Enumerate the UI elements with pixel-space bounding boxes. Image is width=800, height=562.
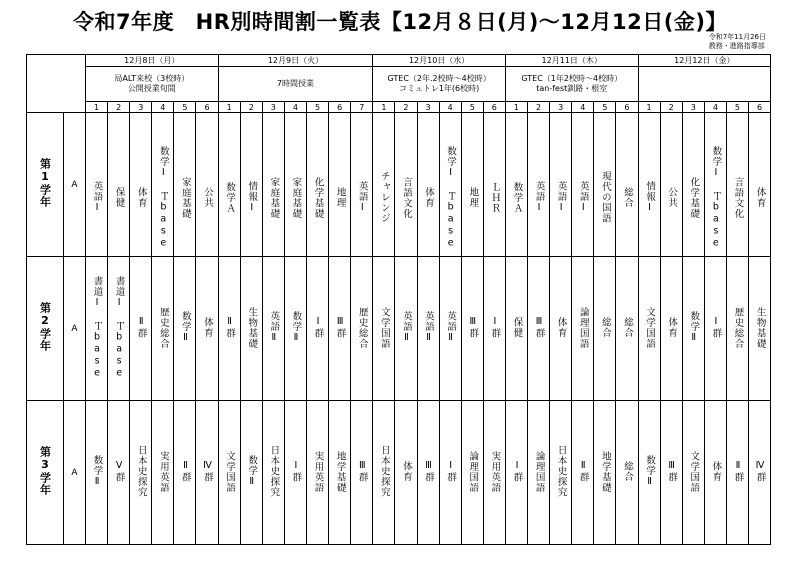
subject-text: Ⅱ群 <box>577 460 589 483</box>
timetable <box>26 54 771 545</box>
subject-cell <box>461 113 483 257</box>
grade-label-text: 第3学年 <box>38 446 52 496</box>
subject-cell <box>152 401 174 545</box>
subject-text: 文学国語 <box>688 450 700 493</box>
subject-cell <box>196 401 218 545</box>
subject-cell <box>373 401 395 545</box>
subject-cell <box>130 401 152 545</box>
subject-cell <box>638 113 660 257</box>
day-note-text: GTEC（2年.2校時～4校時） コミュトレ1年(6校時) <box>387 74 491 93</box>
subject-text: Ⅰ群 <box>312 316 324 339</box>
subject-text: 総合 <box>621 317 633 338</box>
subject-cell <box>218 401 240 545</box>
subject-text: 日本史探究 <box>555 445 567 498</box>
subject-cell <box>749 113 771 257</box>
subject-cell <box>483 257 505 401</box>
subject-cell <box>550 113 572 257</box>
subject-cell <box>704 401 726 545</box>
period-number: 4 <box>284 102 306 113</box>
subject-cell <box>528 401 550 545</box>
grade-label <box>27 401 64 545</box>
period-number: 2 <box>240 102 262 113</box>
subject-cell <box>373 113 395 257</box>
subject-text: 情報Ⅰ <box>246 181 258 214</box>
period-number: 1 <box>218 102 240 113</box>
period-number: 1 <box>86 102 108 113</box>
period-number: 1 <box>505 102 527 113</box>
subject-text: 言語文化 <box>732 176 744 219</box>
subject-text: 生物基礎 <box>246 306 258 349</box>
period-number: 6 <box>749 102 771 113</box>
subject-text: 英語Ⅰ <box>577 181 589 214</box>
subject-cell <box>594 257 616 401</box>
subject-cell <box>461 401 483 545</box>
page-title: 令和7年度 HR別時間割一覧表【12月８日(月)～12月12日(金)】 <box>73 10 727 34</box>
subject-cell <box>373 257 395 401</box>
subject-text: 総合 <box>621 461 633 482</box>
subject-text: 現代の国語 <box>599 171 611 224</box>
subject-text: Ⅲ群 <box>533 316 545 339</box>
subject-text: 体育 <box>555 317 567 338</box>
period-number: 2 <box>108 102 130 113</box>
subject-text: 歴史総合 <box>732 306 744 349</box>
period-number: 3 <box>262 102 284 113</box>
subject-cell <box>483 113 505 257</box>
period-number: 2 <box>660 102 682 113</box>
day-note-text: 局ALT来校（3校時） 公開授業旬間 <box>114 74 190 93</box>
subject-cell <box>284 113 306 257</box>
subject-cell <box>417 401 439 545</box>
subject-text: 論理国語 <box>533 450 545 493</box>
subject-cell <box>262 401 284 545</box>
subject-cell <box>395 401 417 545</box>
subject-cell <box>417 113 439 257</box>
period-number: 7 <box>351 102 373 113</box>
period-number: 2 <box>395 102 417 113</box>
period-number: 5 <box>174 102 196 113</box>
subject-cell <box>240 257 262 401</box>
subject-text: Ⅰ群 <box>489 316 501 339</box>
class-label: A <box>64 113 86 257</box>
subject-cell <box>616 401 638 545</box>
subject-text: Ⅰ群 <box>290 460 302 483</box>
subject-text: 体育 <box>754 187 766 208</box>
subject-text: Ⅱ群 <box>732 460 744 483</box>
day-note-text: GTEC（1年2校時～4校時） tan-fest釧路・根室 <box>521 74 623 93</box>
subject-cell <box>218 113 240 257</box>
subject-text: 体育 <box>710 461 722 482</box>
period-number: 5 <box>306 102 328 113</box>
subject-cell <box>86 257 108 401</box>
issuing-department: 教務・進路指導部 <box>708 42 765 50</box>
document-meta <box>709 33 766 51</box>
subject-cell <box>660 401 682 545</box>
subject-text: 英語Ⅱ <box>268 311 280 344</box>
subject-text: 保健 <box>511 317 523 338</box>
subject-text: Ⅱ群 <box>224 316 236 339</box>
day-date: 12月8日（月） <box>86 55 219 67</box>
period-number: 2 <box>528 102 550 113</box>
grade-row <box>27 401 771 545</box>
subject-text: 数学Ⅱ <box>290 311 302 344</box>
subject-text: 家庭基礎 <box>268 176 280 219</box>
subject-text: 地理 <box>467 187 479 208</box>
subject-text: 数学Ⅱ <box>91 455 103 488</box>
day-note <box>638 67 771 102</box>
subject-cell <box>749 257 771 401</box>
subject-text: 日本史探究 <box>135 445 147 498</box>
subject-text: 言語文化 <box>400 176 412 219</box>
subject-cell <box>726 257 748 401</box>
day-note <box>218 67 373 102</box>
subject-cell <box>351 401 373 545</box>
subject-cell <box>284 401 306 545</box>
subject-text: 英語Ⅱ <box>445 311 457 344</box>
subject-cell <box>505 113 527 257</box>
subject-cell <box>483 401 505 545</box>
day-note-text: 7時間授業 <box>276 79 314 88</box>
day-note <box>373 67 506 102</box>
subject-text: Ⅳ群 <box>754 460 766 483</box>
subject-cell <box>660 257 682 401</box>
subject-cell <box>749 401 771 545</box>
subject-cell <box>417 257 439 401</box>
subject-text: 数学Ⅱ <box>246 455 258 488</box>
subject-text: 実用英語 <box>157 450 169 493</box>
subject-cell <box>240 113 262 257</box>
subject-text: 実用英語 <box>489 450 501 493</box>
subject-text: Ⅳ群 <box>202 460 214 483</box>
subject-text: 書道Ⅰ Ｔbase <box>91 275 103 380</box>
subject-cell <box>395 113 417 257</box>
subject-text: 公共 <box>666 187 678 208</box>
subject-text: 総合 <box>599 317 611 338</box>
subject-text: 地理 <box>334 187 346 208</box>
subject-cell <box>572 113 594 257</box>
subject-text: 体育 <box>400 461 412 482</box>
subject-cell <box>395 257 417 401</box>
subject-text: 総合 <box>621 187 633 208</box>
subject-cell <box>638 401 660 545</box>
subject-text: 書道Ⅰ Ｔbase <box>113 275 125 380</box>
subject-text: 保健 <box>113 187 125 208</box>
subject-cell <box>682 257 704 401</box>
subject-cell <box>505 257 527 401</box>
subject-cell <box>196 257 218 401</box>
period-number: 3 <box>130 102 152 113</box>
subject-text: 数学Ⅰ Ｔbase <box>445 145 457 250</box>
period-number: 5 <box>726 102 748 113</box>
subject-cell <box>439 113 461 257</box>
grade-label <box>27 257 64 401</box>
grade-label-text: 第2学年 <box>38 302 52 352</box>
subject-cell <box>528 113 550 257</box>
subject-text: 英語Ⅰ <box>555 181 567 214</box>
subject-text: 化学基礎 <box>688 176 700 219</box>
subject-cell <box>152 257 174 401</box>
subject-text: Ⅲ群 <box>423 460 435 483</box>
subject-cell <box>351 257 373 401</box>
subject-cell <box>704 113 726 257</box>
period-number: 3 <box>550 102 572 113</box>
subject-cell <box>218 257 240 401</box>
subject-cell <box>196 113 218 257</box>
subject-text: 数学Ⅰ Ｔbase <box>710 145 722 250</box>
subject-cell <box>174 257 196 401</box>
subject-text: 公共 <box>202 187 214 208</box>
period-header-row <box>27 102 771 113</box>
subject-text: 体育 <box>666 317 678 338</box>
subject-text: 体育 <box>423 187 435 208</box>
subject-cell <box>550 401 572 545</box>
subject-cell <box>616 257 638 401</box>
subject-cell <box>86 113 108 257</box>
subject-cell <box>616 113 638 257</box>
period-number: 4 <box>572 102 594 113</box>
subject-text: 日本史探究 <box>378 445 390 498</box>
subject-text: Ⅰ群 <box>511 460 523 483</box>
subject-cell <box>108 401 130 545</box>
subject-text: 数学Ａ <box>224 181 236 214</box>
subject-cell <box>174 401 196 545</box>
day-date: 12月9日（火） <box>218 55 373 67</box>
subject-text: 体育 <box>202 317 214 338</box>
subject-cell <box>682 401 704 545</box>
subject-text: ＬＨＲ <box>489 181 501 214</box>
subject-text: 歴史総合 <box>157 306 169 349</box>
subject-text: Ⅱ群 <box>179 460 191 483</box>
subject-text: 家庭基礎 <box>179 176 191 219</box>
subject-cell <box>86 401 108 545</box>
subject-text: Ⅰ群 <box>710 316 722 339</box>
subject-text: 文学国語 <box>644 306 656 349</box>
subject-cell <box>572 401 594 545</box>
subject-text: 生物基礎 <box>754 306 766 349</box>
subject-text: 地学基礎 <box>334 450 346 493</box>
period-number: 5 <box>594 102 616 113</box>
subject-cell <box>439 257 461 401</box>
subject-text: 数学Ⅱ <box>179 311 191 344</box>
subject-text: Ⅲ群 <box>334 316 346 339</box>
subject-cell <box>726 113 748 257</box>
subject-cell <box>329 257 351 401</box>
subject-cell <box>108 113 130 257</box>
subject-text: 論理国語 <box>577 306 589 349</box>
subject-cell <box>240 401 262 545</box>
day-note <box>505 67 638 102</box>
period-number: 1 <box>638 102 660 113</box>
grade-row <box>27 113 771 257</box>
subject-cell <box>704 257 726 401</box>
subject-text: 英語Ⅱ <box>400 311 412 344</box>
class-label: A <box>64 257 86 401</box>
class-label: A <box>64 401 86 545</box>
subject-text: 数学Ⅱ <box>688 311 700 344</box>
grade-label <box>27 113 64 257</box>
subject-cell <box>594 113 616 257</box>
subject-cell <box>329 401 351 545</box>
subject-text: 英語Ⅱ <box>423 311 435 344</box>
corner-cell <box>27 55 86 113</box>
subject-text: 実用英語 <box>312 450 324 493</box>
note-header-row <box>27 67 771 102</box>
subject-text: 家庭基礎 <box>290 176 302 219</box>
subject-text: 文学国語 <box>378 306 390 349</box>
subject-cell <box>174 113 196 257</box>
subject-cell <box>638 257 660 401</box>
date-header-row <box>27 55 771 67</box>
period-number: 5 <box>461 102 483 113</box>
subject-cell <box>660 113 682 257</box>
day-note <box>86 67 219 102</box>
subject-text: 英語Ⅰ <box>356 181 368 214</box>
subject-cell <box>262 257 284 401</box>
subject-cell <box>306 257 328 401</box>
subject-text: Ⅴ群 <box>113 460 125 483</box>
subject-cell <box>682 113 704 257</box>
subject-text: Ⅰ群 <box>445 460 457 483</box>
day-date: 12月11日（木） <box>505 55 638 67</box>
subject-text: 日本史探究 <box>268 445 280 498</box>
period-number: 3 <box>682 102 704 113</box>
subject-cell <box>351 113 373 257</box>
day-date: 12月12日（金） <box>638 55 771 67</box>
subject-cell <box>329 113 351 257</box>
subject-text: チャレンジ <box>378 171 390 224</box>
issue-date: 令和7年11月26日 <box>708 33 766 41</box>
subject-cell <box>594 401 616 545</box>
subject-cell <box>461 257 483 401</box>
period-number: 4 <box>152 102 174 113</box>
subject-cell <box>284 257 306 401</box>
period-number: 1 <box>373 102 395 113</box>
subject-text: Ⅱ群 <box>135 316 147 339</box>
subject-text: Ⅲ群 <box>666 460 678 483</box>
grade-row <box>27 257 771 401</box>
day-date: 12月10日（水） <box>373 55 506 67</box>
subject-cell <box>262 113 284 257</box>
subject-cell <box>439 401 461 545</box>
subject-cell <box>572 257 594 401</box>
subject-cell <box>505 401 527 545</box>
subject-text: 情報Ⅰ <box>644 181 656 214</box>
subject-text: 数学Ⅰ Ｔbase <box>157 145 169 250</box>
period-number: 4 <box>704 102 726 113</box>
subject-cell <box>108 257 130 401</box>
subject-text: 化学基礎 <box>312 176 324 219</box>
grade-label-text: 第1学年 <box>38 158 52 208</box>
period-number: 4 <box>439 102 461 113</box>
subject-cell <box>306 113 328 257</box>
subject-cell <box>130 257 152 401</box>
subject-text: 英語Ⅰ <box>533 181 545 214</box>
subject-text: 体育 <box>135 187 147 208</box>
subject-cell <box>152 113 174 257</box>
subject-text: Ⅲ群 <box>356 460 368 483</box>
subject-text: 歴史総合 <box>356 306 368 349</box>
subject-cell <box>726 401 748 545</box>
subject-text: 数学Ａ <box>511 181 523 214</box>
subject-text: 英語Ⅰ <box>91 181 103 214</box>
subject-text: Ⅲ群 <box>467 316 479 339</box>
period-number: 6 <box>616 102 638 113</box>
period-number: 6 <box>483 102 505 113</box>
subject-text: 論理国語 <box>467 450 479 493</box>
subject-cell <box>306 401 328 545</box>
subject-text: 数学Ⅱ <box>644 455 656 488</box>
period-number: 3 <box>417 102 439 113</box>
subject-cell <box>550 257 572 401</box>
subject-text: 地学基礎 <box>599 450 611 493</box>
period-number: 6 <box>196 102 218 113</box>
subject-text: 文学国語 <box>224 450 236 493</box>
subject-cell <box>528 257 550 401</box>
period-number: 6 <box>329 102 351 113</box>
subject-cell <box>130 113 152 257</box>
